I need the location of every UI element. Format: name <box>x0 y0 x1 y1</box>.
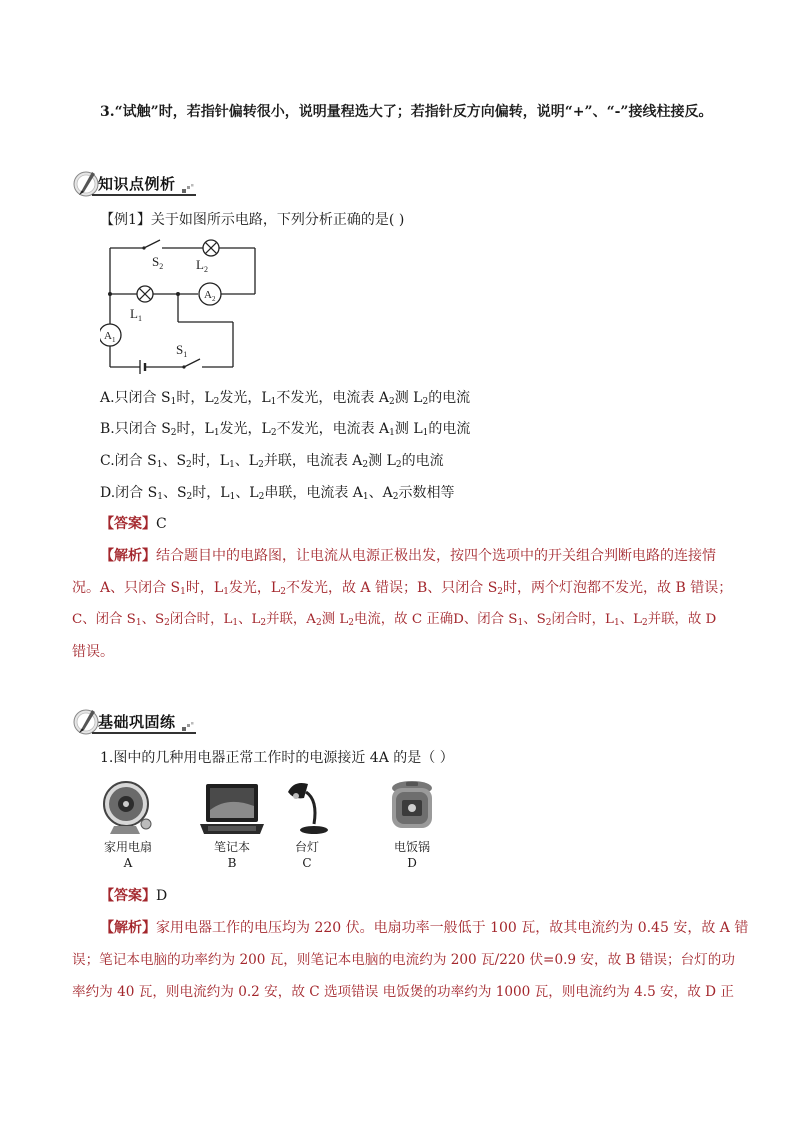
svg-text:S1: $S_1$ <box>176 342 188 359</box>
example-1-question: 【例1】关于如图所示电路，下列分析正确的是( ) <box>100 212 405 228</box>
example-1-analysis-line-2: 况。A、只闭合 $S_1$时，$L_1$发光，$L_2$不发光，故 A 错误；B、只闭合 $S_2$时，两个灯泡都不发光，故 B 错误； <box>72 580 733 597</box>
desk-lamp-icon <box>284 778 330 836</box>
section-title-knowledge: 知识点例析 <box>98 175 176 193</box>
answer-value: D <box>156 888 168 904</box>
option-c: C.闭合 $S_1$、$S_2$时，$L_1$、$L_2$并联，电流表 $A_2$测 $L_2$的电流 <box>100 453 444 470</box>
section-underline <box>92 732 196 734</box>
appliance-label-c: 台灯 <box>294 840 319 854</box>
appliance-letter-b: B <box>227 856 237 870</box>
fan-icon <box>100 778 156 836</box>
appliance-fan <box>100 778 156 871</box>
example-1-analysis-line-4: 错误。 <box>72 644 114 660</box>
circuit-diagram <box>100 236 270 374</box>
option-d: D.闭合 $S_1$、$S_2$时，$L_1$、$L_2$串联，电流表 $A_1$、$A_2$示数相等 <box>100 485 455 502</box>
question-1-analysis-line-3: 率约为 40 瓦，则电流约为 0.2 安，故 C 选项错误 电饭煲的功率约为 1000 瓦，则电流约为 4.5 安，故 D 正 <box>72 984 734 1000</box>
section-header-basic <box>72 706 196 736</box>
appliance-label-d: 电饭锅 <box>393 840 430 854</box>
svg-text:A1: $A_1$ <box>104 330 116 344</box>
appliance-label-b: 笔记本 <box>213 840 250 854</box>
tip-3-body: 若指针偏转很小，说明量程选大了；若指针反方向偏转，说明“+”、“-”接线柱接反。 <box>186 104 713 120</box>
rice-cooker-icon <box>384 778 440 836</box>
analysis-tag: 【解析】 <box>100 548 156 564</box>
section-title-basic: 基础巩固练 <box>98 713 176 731</box>
svg-text:A2: $A_2$ <box>204 289 216 303</box>
option-b: B.只闭合 $S_2$时，$L_1$发光，$L_2$不发光，电流表 $A_1$测 $L_1$的电流 <box>100 421 471 438</box>
section-header-knowledge <box>72 168 196 198</box>
question-1-answer <box>100 886 167 906</box>
question-1-analysis-line-1: 【解析】家用电器工作的电压均为 220 伏。电扇功率一般低于 100 瓦，故其电流约为 0.45 安，故 A 错 <box>100 920 749 936</box>
tip-3-prefix: 3.“试触”时， <box>100 104 187 120</box>
tip-3 <box>100 102 712 122</box>
appliance-letter-a: A <box>123 856 133 870</box>
appliance-rice-cooker <box>384 778 440 871</box>
svg-text:S2: $S_2$ <box>152 254 164 271</box>
analysis-tag: 【解析】 <box>100 920 156 936</box>
answer-tag: 【答案】 <box>100 516 156 532</box>
answer-value: C <box>156 516 167 532</box>
svg-text:L2: $L_2$ <box>196 257 208 274</box>
example-1-answer <box>100 514 167 534</box>
laptop-icon <box>198 778 266 836</box>
appliance-letter-d: D <box>407 856 417 870</box>
appliance-letter-c: C <box>302 856 312 870</box>
appliance-label-a: 家用电扇 <box>103 840 152 854</box>
example-1-analysis-line-3: C、闭合 $S_1$、$S_2$闭合时，$L_1$、$L_2$并联，$A_2$测 $L_2$电流，故 C 正确D、闭合 $S_1$、$S_2$闭合时，$L_1$、$L_2$并联，故 D <box>72 612 717 628</box>
question-1-analysis-line-2: 误；笔记本电脑的功率约为 200 瓦，则笔记本电脑的电流约为 200 瓦/220 伏=0.9 安，故 B 错误；台灯的功 <box>72 952 735 968</box>
switch-s1-icon <box>184 359 200 367</box>
svg-text:L1: $L_1$ <box>130 306 142 323</box>
decor-squares-icon <box>182 184 194 194</box>
question-1-text: 1.图中的几种用电器正常工作时的电源接近 4A 的是（ ） <box>100 750 454 766</box>
decor-squares-icon <box>182 722 194 732</box>
example-1-analysis-line-1: 【解析】结合题目中的电路图，让电流从电源正极出发，按四个选项中的开关组合判断电路的连接情 <box>100 548 716 564</box>
answer-tag: 【答案】 <box>100 888 156 904</box>
section-underline <box>92 194 196 196</box>
option-a: A.只闭合 $S_1$时，$L_2$发光，$L_1$不发光，电流表 $A_2$测 $L_2$的电流 <box>100 390 471 407</box>
appliance-lamp <box>284 778 330 871</box>
appliance-laptop <box>198 778 266 871</box>
